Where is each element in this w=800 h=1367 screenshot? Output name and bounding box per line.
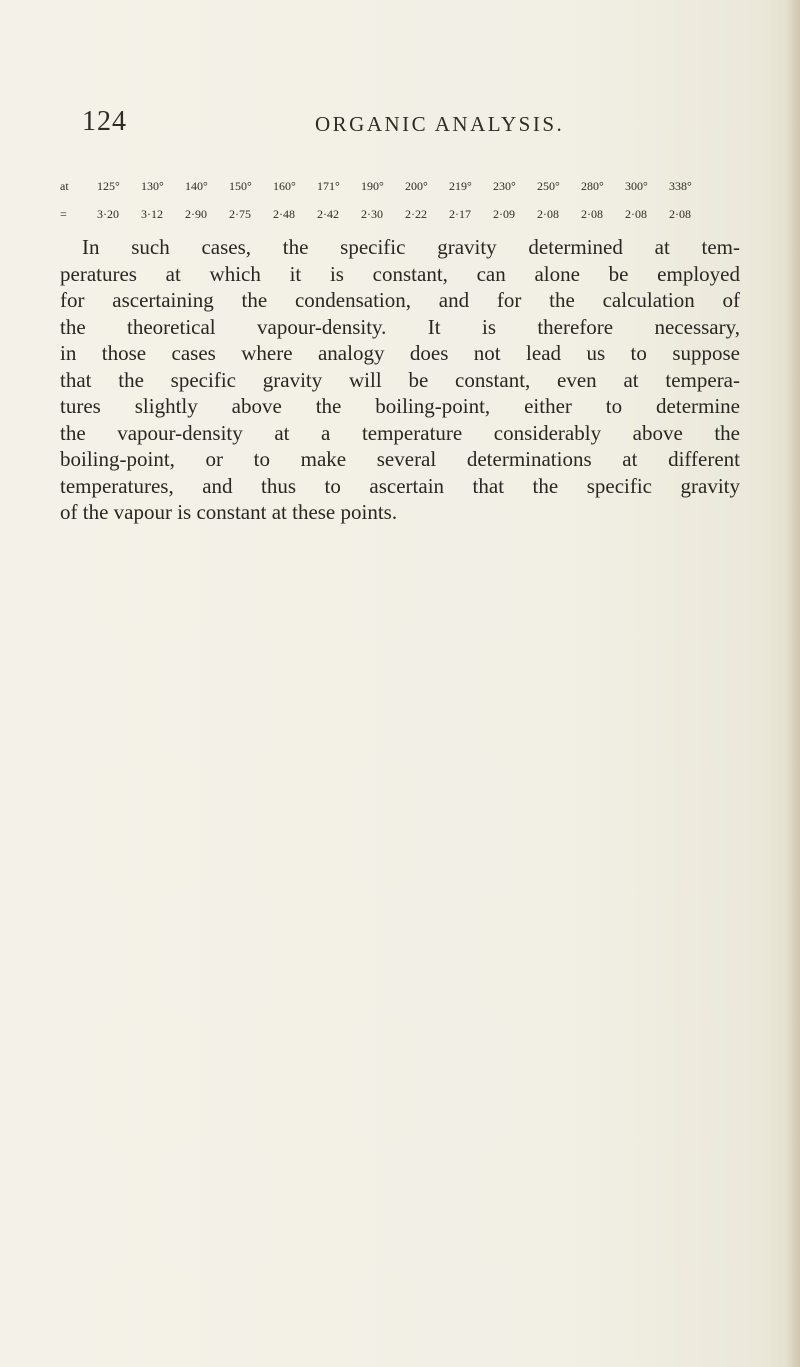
paragraph-line: In such cases, the specific gravity determined at tem-	[82, 235, 740, 259]
value-row-label: =	[60, 206, 67, 221]
value-cell: 2·09	[493, 206, 515, 221]
temperature-cell: 160°	[273, 178, 296, 193]
temperature-row	[60, 172, 760, 200]
value-cell: 2·42	[317, 206, 339, 221]
paragraph-line: peratures at which it is constant, can alone be employed	[60, 261, 740, 286]
value-cell: 2·08	[625, 206, 647, 221]
temperature-cell: 250°	[537, 178, 560, 193]
page-edge-shadow	[786, 0, 800, 1367]
temperature-cell: 300°	[625, 178, 648, 193]
temperature-cell: 130°	[141, 178, 164, 193]
paragraph-line: in those cases where analogy does not lead us to suppose	[60, 341, 740, 365]
body-paragraph	[60, 234, 740, 526]
temperature-cell: 200°	[405, 178, 428, 193]
temperature-cell: 150°	[229, 178, 252, 193]
temperature-cell: 338°	[669, 178, 692, 193]
value-cell: 3·20	[97, 206, 119, 221]
temperature-cell: 190°	[361, 178, 384, 193]
temperature-cell: 280°	[581, 178, 604, 193]
paragraph-line: tures slightly above the boiling-point, either to determine	[60, 394, 740, 418]
value-cell: 2·90	[185, 206, 207, 221]
page-number: 124	[82, 106, 127, 137]
value-cell: 2·30	[361, 206, 383, 221]
paragraph-line: the theoretical vapour-density. It is therefore necessary,	[60, 314, 740, 339]
temperature-cell: 140°	[185, 178, 208, 193]
temperature-cell: 230°	[493, 178, 516, 193]
value-cell: 3·12	[141, 206, 163, 221]
value-cell: 2·75	[229, 206, 251, 221]
paragraph-line: boiling-point, or to make several determinations at different	[60, 447, 740, 471]
value-cell: 2·08	[669, 206, 691, 221]
temperature-cell: 125°	[97, 178, 120, 193]
value-row	[60, 200, 760, 228]
paragraph-line: that the specific gravity will be constant, even at tempera-	[60, 367, 740, 392]
value-cell: 2·17	[449, 206, 471, 221]
value-cell: 2·22	[405, 206, 427, 221]
paragraph-line: of the vapour is constant at these points.	[60, 500, 398, 524]
value-cell: 2·48	[273, 206, 295, 221]
value-cell: 2·08	[581, 206, 603, 221]
temperature-density-table	[60, 172, 760, 228]
paragraph-line: for ascertaining the condensation, and for the calculation of	[60, 288, 740, 312]
temperature-cell: 219°	[449, 178, 472, 193]
value-cell: 2·08	[537, 206, 559, 221]
paragraph-line: temperatures, and thus to ascertain that the specific gravity	[60, 473, 740, 498]
temperature-row-label: at	[60, 178, 69, 193]
page-header	[82, 106, 722, 146]
paragraph-line: the vapour-density at a temperature considerably above the	[60, 420, 740, 445]
running-head: ORGANIC ANALYSIS.	[315, 112, 565, 136]
temperature-cell: 171°	[317, 178, 340, 193]
